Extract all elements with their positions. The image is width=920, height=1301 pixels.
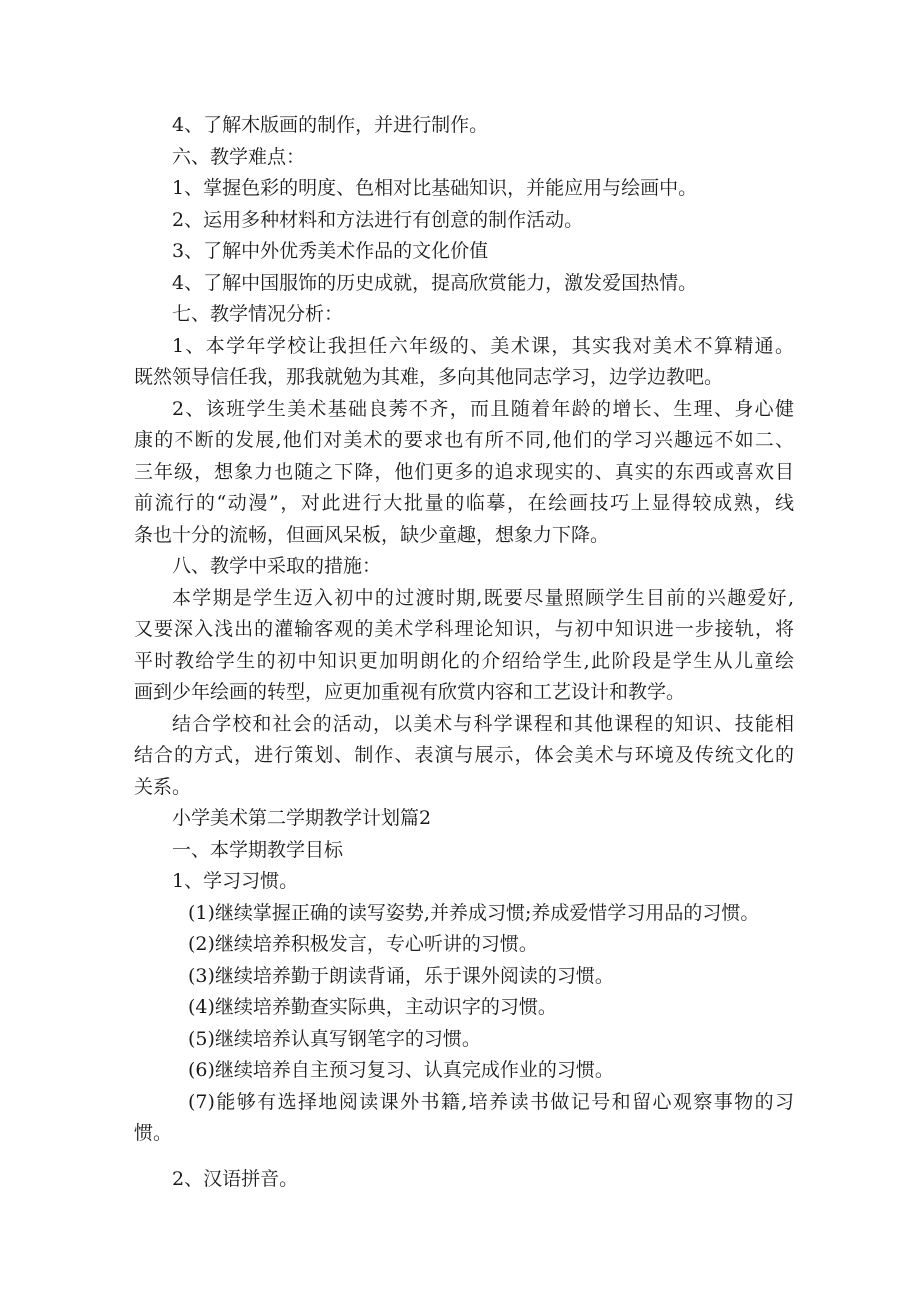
text-line: 1、掌握色彩的明度、色相对比基础知识，并能应用与绘画中。 [172, 177, 698, 199]
text-line: 结合学校和社会的活动，以美术与科学课程和其他课程的知识、技能相 [172, 712, 794, 735]
text-line: 本学期是学生迈入初中的过渡时期,既要尽量照顾学生目前的兴趣爱好, [172, 586, 794, 609]
text-line: 1、本学年学校让我担任六年级的、美术课，其实我对美术不算精通。 [172, 334, 794, 357]
text-line: 六、教学难点： [172, 145, 306, 168]
text-line: (2)继续培养积极发言，专心听讲的习惯。 [188, 933, 538, 955]
text-line: 八、教学中采取的措施： [172, 555, 382, 577]
text-line: (4)继续培养勤查实际典，主动识字的习惯。 [188, 996, 557, 1018]
text-line: 2、汉语拼音。 [172, 1167, 299, 1190]
text-line: 2、该班学生美术基础良莠不齐，而且随着年龄的增长、生理、身心健 [172, 397, 794, 420]
text-line: 关系。 [134, 775, 192, 798]
text-line: 2、运用多种材料和方法进行有创意的制作活动。 [172, 208, 584, 231]
document-body [134, 110, 794, 1195]
text-line: 三年级，想象力也随之下降，他们更多的追求现实的、真实的东西或喜欢目 [134, 460, 794, 483]
text-line: (1)继续掌握正确的读写姿势,并养成习惯;养成爱惜学习用品的习惯。 [188, 901, 760, 924]
text-line: (6)继续培养自主预习复习、认真完成作业的习惯。 [188, 1059, 614, 1081]
text-line: (3)继续培养勤于朗读背诵，乐于课外阅读的习惯。 [188, 964, 614, 987]
text-line: 4、了解中国服饰的历史成就，提高欣赏能力，激发爱国热情。 [172, 271, 698, 294]
text-line: 前流行的“动漫”，对此进行大批量的临摹，在绘画技巧上显得较成熟，线 [134, 492, 794, 514]
text-line: 平时教给学生的初中知识更加明朗化的介绍给学生,此阶段是学生从儿童绘 [134, 649, 794, 672]
text-line: 七、教学情况分析： [172, 303, 344, 325]
text-line: 4、了解木版画的制作，并进行制作。 [172, 114, 489, 136]
paragraph-gap [134, 1150, 794, 1164]
text-line: (5)继续培养认真写钢笔字的习惯。 [188, 1027, 481, 1050]
text-line: 3、了解中外优秀美术作品的文化价值 [172, 240, 489, 262]
text-line: (7)能够有选择地阅读课外书籍,培养读书做记号和留心观察事物的习 [188, 1090, 794, 1113]
text-line: 既然领导信任我，那我就勉为其难，多向其他同志学习，边学边教吧。 [134, 366, 724, 388]
text-line: 画到少年绘画的转型，应更加重视有欣赏内容和工艺设计和教学。 [134, 681, 686, 703]
text-line: 又要深入浅出的灌输客观的美术学科理论知识，与初中知识进一步接轨，将 [134, 618, 794, 640]
text-line: 结合的方式，进行策划、制作、表演与展示，体会美术与环境及传统文化的 [134, 744, 794, 766]
text-line: 惯。 [134, 1122, 173, 1144]
text-line: 条也十分的流畅，但画风呆板，缺少童趣，想象力下降。 [134, 523, 610, 546]
text-line: 康的不断的发展,他们对美术的要求也有所不同,他们的学习兴趣远不如二、 [134, 429, 794, 451]
text-line: 一、本学期教学目标 [172, 838, 344, 861]
text-line: 小学美术第二学期教学计划篇2 [172, 807, 432, 829]
text-line: 1、学习习惯。 [172, 870, 299, 892]
